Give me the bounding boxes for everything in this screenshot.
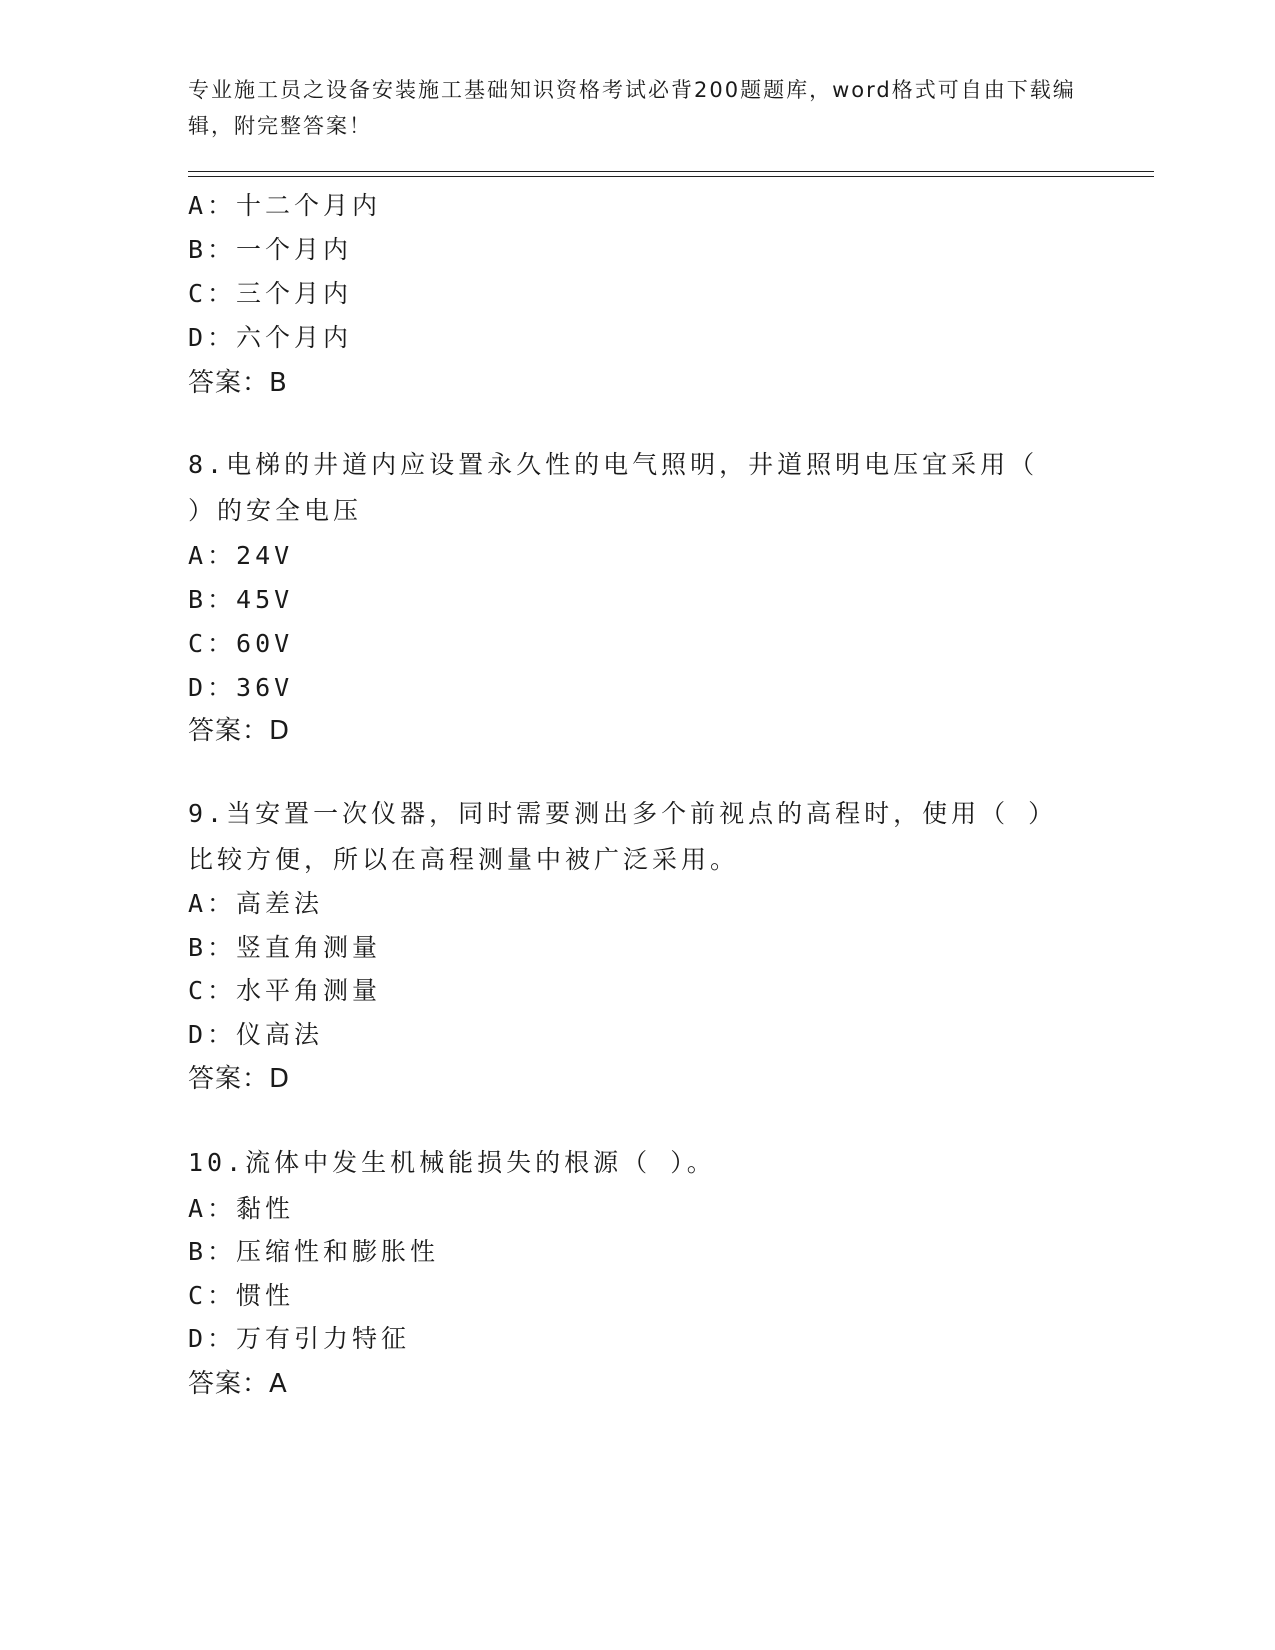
- option-a: A：24V: [188, 541, 294, 570]
- option-d: D：六个月内: [188, 323, 353, 352]
- question-text: 8.电梯的井道内应设置永久性的电气照明，井道照明电压宜采用（ ）的安全电压: [188, 450, 1039, 525]
- option-c: C：60V: [188, 629, 294, 658]
- option-d: D：36V: [188, 673, 294, 702]
- document-header: 专业施工员之设备安装施工基础知识资格考试必背200题题库，word格式可自由下载编辑，附完整答案！: [188, 78, 1076, 138]
- option-c: C：水平角测量: [188, 976, 382, 1005]
- option-d: D：万有引力特征: [188, 1324, 411, 1353]
- header-rule-bottom: [188, 176, 1154, 177]
- answer: 答案：D: [188, 1064, 291, 1094]
- option-b: B：一个月内: [188, 235, 353, 264]
- answer: 答案：A: [188, 1369, 288, 1399]
- answer: 答案：B: [188, 368, 288, 398]
- header-rule-top: [188, 171, 1154, 172]
- option-a: A：高差法: [188, 889, 324, 918]
- option-a: A：十二个月内: [188, 191, 382, 220]
- option-c: C：三个月内: [188, 279, 353, 308]
- option-a: A：黏性: [188, 1194, 295, 1223]
- question-text: 10.流体中发生机械能损失的根源（ ）。: [188, 1148, 716, 1177]
- option-b: B：压缩性和膨胀性: [188, 1237, 440, 1266]
- option-b: B：45V: [188, 585, 294, 614]
- option-b: B：竖直角测量: [188, 933, 382, 962]
- answer: 答案：D: [188, 716, 291, 746]
- option-c: C：惯性: [188, 1281, 295, 1310]
- option-d: D：仪高法: [188, 1020, 324, 1049]
- question-text: 9.当安置一次仪器，同时需要测出多个前视点的高程时，使用（ ）比较方便，所以在高程测量中被广泛采用。: [188, 799, 1058, 874]
